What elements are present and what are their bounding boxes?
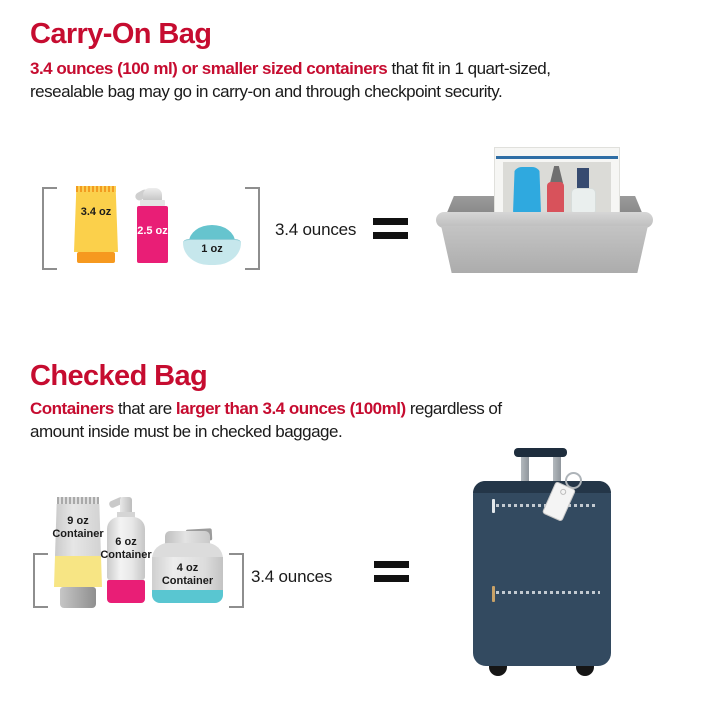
container-label: 4 oz [176,562,199,574]
jar-teal-stripe [152,590,223,603]
container-label: 1 oz [201,243,223,255]
container-label: 3.4 oz [80,206,112,218]
tube-crimp [57,497,99,504]
tube-cap [77,252,115,263]
measure-bracket-left-icon [33,553,48,608]
tag-hole [559,488,567,496]
carry-on-title: Carry-On Bag [30,18,212,50]
quart-bag-icon [494,147,620,216]
red-bottle-icon [547,182,564,213]
pump-bottle-2oz-icon [137,188,168,263]
tube-body [74,192,118,252]
checked-desc-highlight-2: larger than 3.4 ounces (100ml) [175,399,406,418]
pump-neck [120,497,132,513]
zipper-pull-bottom [492,586,495,602]
wheel-right [576,666,594,676]
checked-desc-line2: amount inside must be in checked baggage. [30,422,343,441]
suitcase-top-band [473,481,611,493]
tube-cap [60,587,96,608]
suitcase-body [473,481,611,666]
container-label: 9 oz [67,515,89,527]
tube-yellow-part [54,556,102,587]
equals-icon [374,561,409,589]
jar-1oz-icon [183,225,241,264]
pump-bottle-6oz-icon [100,497,152,603]
bin-rim [436,212,653,228]
nail-polish-icon [571,188,596,213]
blue-bottle-icon [513,167,541,213]
zipper-bottom [496,591,600,594]
checked-bag-title: Checked Bag [30,360,208,392]
measure-bracket-left-icon [42,187,57,270]
container-label: Container [52,528,104,540]
tube-9oz-icon [54,497,102,608]
handle-post-left [521,456,529,484]
carry-on-description [30,57,720,103]
tube-3oz-icon [74,186,118,263]
checked-desc-highlight-1: Containers [30,399,114,418]
measure-label: 3.4 ounces [251,567,333,586]
handle-post-right [553,456,561,484]
measure-bracket-right-icon [245,187,260,270]
carry-on-desc-line1: 3.4 ounces (100 ml) or smaller sized containers that fit in 1 quart-sized, [30,59,551,78]
container-label: 6 oz [115,536,137,548]
measure-bracket-right-icon [229,553,244,608]
handle-bar [514,448,567,457]
jar-4oz-icon [152,529,223,603]
polish-cap [577,168,589,190]
bin-front [439,226,650,273]
equals-icon [373,218,408,246]
carry-on-desc-line2: resealable bag may go in carry-on and through checkpoint security. [30,82,503,101]
container-label: Container [100,549,152,561]
container-label: 2.5 oz [137,225,168,237]
bag-panel [503,162,611,213]
pump-pink-base [107,580,145,603]
measure-label: 3.4 ounces [275,220,357,239]
tube-tapered-body [54,497,102,587]
wheel-left [489,666,507,676]
zipper-pull-top [492,499,495,513]
carry-on-desc-highlight: 3.4 ounces (100 ml) or smaller sized containers [30,59,388,78]
checked-bag-description [30,397,720,443]
checked-desc-line1: Containers that are larger than 3.4 ounces (100ml) regardless of [30,399,502,418]
tube-crimp [76,186,116,192]
bag-zip-line [496,156,618,159]
red-bottle-cap [550,166,563,183]
container-label: Container [161,575,214,587]
